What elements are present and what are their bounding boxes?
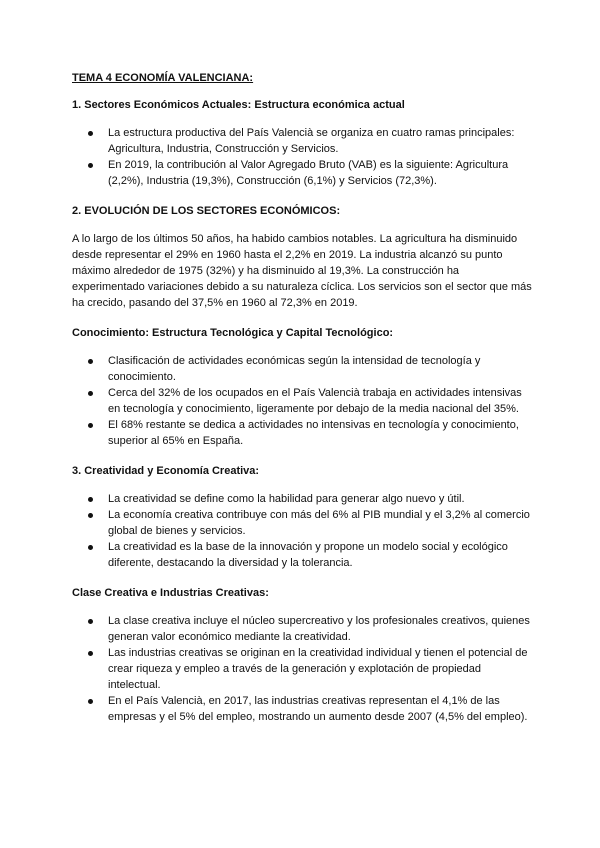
bullet-icon bbox=[88, 651, 93, 656]
bullet-icon bbox=[88, 359, 93, 364]
bullet-icon bbox=[88, 497, 93, 502]
list-item: La clase creativa incluye el núcleo supercreativo y los profesionales creativos, quienes generan valor económico mediante la creatividad. bbox=[72, 613, 532, 645]
section-1-heading: 1. Sectores Económicos Actuales: Estructura económica actual bbox=[72, 99, 405, 111]
clase-creativa-heading: Clase Creativa e Industrias Creativas: bbox=[72, 587, 269, 599]
bullet-icon bbox=[88, 545, 93, 550]
list-item: La estructura productiva del País Valencià se organiza en cuatro ramas principales: Agricultura, Industria, Construcción y Servicios. bbox=[72, 125, 532, 157]
section-2-heading: 2. EVOLUCIÓN DE LOS SECTORES ECONÓMICOS: bbox=[72, 205, 341, 217]
list-item: En 2019, la contribución al Valor Agregado Bruto (VAB) es la siguiente: Agricultura (2,2%), Industria (19,3%), Construcción (6,1%) y Servicios (72,3%). bbox=[72, 157, 532, 189]
list-item: En el País Valencià, en 2017, las industrias creativas representan el 4,1% de las empresas y el 5% del empleo, mostrando un aumento desde 2007 (4,5% del empleo). bbox=[72, 693, 532, 725]
bullet-icon bbox=[88, 513, 93, 518]
section-1-list bbox=[72, 125, 532, 189]
bullet-icon bbox=[88, 619, 93, 624]
bullet-icon bbox=[88, 391, 93, 396]
list-item: Cerca del 32% de los ocupados en el País Valencià trabaja en actividades intensivas en tecnología y conocimiento, ligeramente por debajo de la media nacional del 35%. bbox=[72, 385, 532, 417]
list-item: El 68% restante se dedica a actividades no intensivas en tecnología y conocimiento, superior al 65% en España. bbox=[72, 417, 532, 449]
conocimiento-heading: Conocimiento: Estructura Tecnológica y Capital Tecnológico: bbox=[72, 327, 394, 339]
list-item: La economía creativa contribuye con más del 6% al PIB mundial y el 3,2% al comercio global de bienes y servicios. bbox=[72, 507, 532, 539]
list-item: La creatividad es la base de la innovación y propone un modelo social y ecológico diferente, destacando la diversidad y la tolerancia. bbox=[72, 539, 532, 571]
bullet-icon bbox=[88, 131, 93, 136]
bullet-icon bbox=[88, 699, 93, 704]
conocimiento-list bbox=[72, 353, 532, 449]
section-2-paragraph: A lo largo de los últimos 50 años, ha habido cambios notables. La agricultura ha disminuido desde representar el 29% en 1960 hasta el 2,2% en 2019. La industria alcanzó su punto máximo alrededor de 1975 (32%) y ha disminuido al 19,3%. La construcción ha experimentado variaciones debido a su naturaleza cíclica. Los servicios son el sector que más ha crecido, pasando del 37,5% en 1960 al 72,3% en 2019. bbox=[72, 233, 532, 309]
document-page bbox=[72, 70, 532, 739]
bullet-icon bbox=[88, 423, 93, 428]
list-item: Clasificación de actividades económicas según la intensidad de tecnología y conocimiento. bbox=[72, 353, 532, 385]
bullet-icon bbox=[88, 163, 93, 168]
document-title: TEMA 4 ECONOMÍA VALENCIANA: bbox=[72, 72, 254, 84]
list-item: Las industrias creativas se originan en la creatividad individual y tienen el potencial de crear riqueza y empleo a través de la generación y explotación de propiedad intelectual. bbox=[72, 645, 532, 693]
section-3-heading: 3. Creatividad y Economía Creativa: bbox=[72, 465, 260, 477]
list-item: La creatividad se define como la habilidad para generar algo nuevo y útil. bbox=[72, 491, 532, 507]
section-3-list bbox=[72, 491, 532, 571]
clase-creativa-list bbox=[72, 613, 532, 725]
